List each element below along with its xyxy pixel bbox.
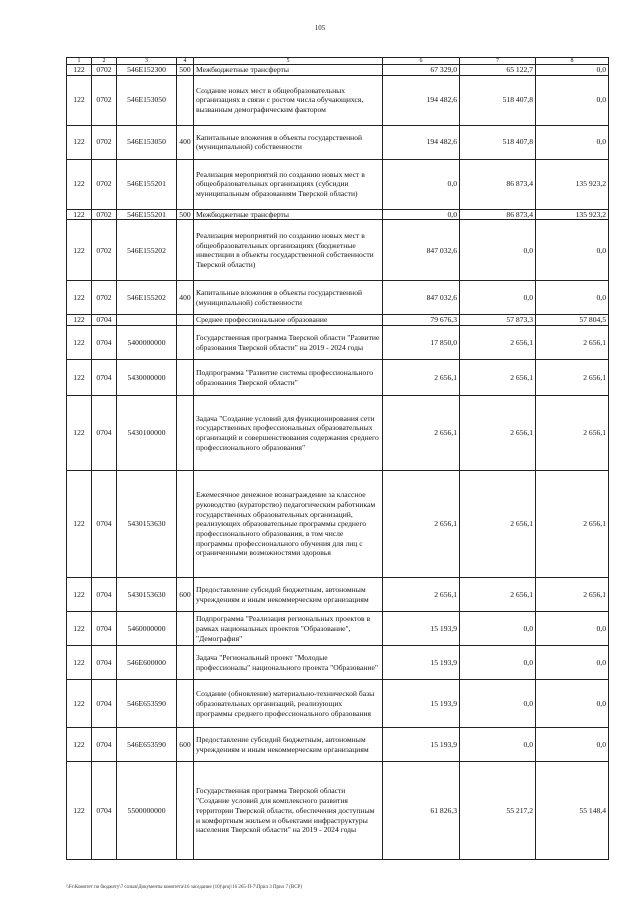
target-article-cell: 546E155202: [117, 281, 177, 315]
admin-code-cell: 122: [67, 762, 92, 860]
target-article-cell: 546E600000: [117, 646, 177, 680]
page-number: 105: [314, 24, 326, 32]
table-row: [67, 471, 609, 578]
admin-code-cell: 122: [67, 680, 92, 728]
target-article-cell: 546E155201: [117, 159, 177, 209]
admin-code-cell: 122: [67, 125, 92, 159]
section-code-cell: 0702: [92, 125, 117, 159]
amount-col7-cell: 518 407,8: [460, 75, 536, 125]
item-name-cell: Задача "Создание условий для функционирования сети государственных профессиональных образовательных организаций и совершенствования содержания среднего профессионального образования": [194, 396, 383, 471]
amount-col8-cell: 0,0: [536, 220, 609, 281]
table-row: [67, 646, 609, 680]
amount-col6-cell: 847 032,6: [383, 220, 460, 281]
admin-code-cell: 122: [67, 728, 92, 762]
expense-type-cell: 400: [177, 125, 194, 159]
target-article-cell: 5460000000: [117, 612, 177, 646]
section-code-cell: 0704: [92, 360, 117, 396]
table-row: [67, 360, 609, 396]
item-name-cell: Предоставление субсидий бюджетным, автономным учреждениям и иным некоммерческим организациям: [194, 578, 383, 612]
expense-type-cell: [177, 646, 194, 680]
amount-col7-cell: 0,0: [460, 728, 536, 762]
expense-type-cell: [177, 159, 194, 209]
amount-col7-cell: 0,0: [460, 281, 536, 315]
table-row: [67, 315, 609, 326]
amount-col6-cell: 67 329,0: [383, 65, 460, 76]
expense-type-cell: [177, 762, 194, 860]
section-code-cell: 0704: [92, 578, 117, 612]
amount-col8-cell: 0,0: [536, 728, 609, 762]
target-article-cell: 546E152300: [117, 65, 177, 76]
amount-col7-cell: 65 122,7: [460, 65, 536, 76]
target-article-cell: 546E153050: [117, 75, 177, 125]
budget-table: [66, 57, 609, 860]
amount-col6-cell: 79 676,3: [383, 315, 460, 326]
amount-col6-cell: 847 032,6: [383, 281, 460, 315]
amount-col8-cell: 57 804,5: [536, 315, 609, 326]
amount-col8-cell: 0,0: [536, 646, 609, 680]
table-row: [67, 680, 609, 728]
admin-code-cell: 122: [67, 471, 92, 578]
amount-col6-cell: 2 656,1: [383, 396, 460, 471]
target-article-cell: 5400000000: [117, 326, 177, 360]
amount-col6-cell: 0,0: [383, 159, 460, 209]
admin-code-cell: 122: [67, 646, 92, 680]
section-code-cell: 0702: [92, 281, 117, 315]
section-code-cell: 0702: [92, 209, 117, 220]
admin-code-cell: 122: [67, 360, 92, 396]
footer-file-path: \\Fs\Комитет по бюджету\7 созыв\Документы комитета\16 заседание (10)\proj\16 265-П-7\Прил 3 Прил 7 (ВСР): [66, 885, 303, 890]
amount-col8-cell: 135 923,2: [536, 209, 609, 220]
target-article-cell: 5430153630: [117, 471, 177, 578]
column-number: 8: [536, 58, 609, 65]
amount-col8-cell: 2 656,1: [536, 326, 609, 360]
amount-col7-cell: 86 873,4: [460, 209, 536, 220]
column-number: 3: [117, 58, 177, 65]
item-name-cell: Государственная программа Тверской области "Создание условий для комплексного развития территории Тверской области, обеспечения доступным и комфортным жильем и объектами инфраструктуры населения Тверской области" на 2019 - 2024 годы: [194, 762, 383, 860]
table-row: [67, 612, 609, 646]
target-article-cell: 546E155201: [117, 209, 177, 220]
expense-type-cell: [177, 471, 194, 578]
amount-col7-cell: 2 656,1: [460, 578, 536, 612]
amount-col8-cell: 0,0: [536, 65, 609, 76]
section-code-cell: 0704: [92, 762, 117, 860]
admin-code-cell: 122: [67, 220, 92, 281]
table-row: [67, 65, 609, 76]
admin-code-cell: 122: [67, 75, 92, 125]
amount-col6-cell: 194 482,6: [383, 75, 460, 125]
amount-col8-cell: 2 656,1: [536, 578, 609, 612]
expense-type-cell: [177, 680, 194, 728]
admin-code-cell: 122: [67, 578, 92, 612]
amount-col7-cell: 57 873,3: [460, 315, 536, 326]
item-name-cell: Создание новых мест в общеобразовательных организациях в связи с ростом числа обучающихся, вызванным демографическим фактором: [194, 75, 383, 125]
table-row: [67, 728, 609, 762]
expense-type-cell: [177, 315, 194, 326]
amount-col8-cell: 0,0: [536, 680, 609, 728]
table-row: [67, 159, 609, 209]
amount-col7-cell: 0,0: [460, 646, 536, 680]
section-code-cell: 0702: [92, 75, 117, 125]
item-name-cell: Межбюджетные трансферты: [194, 209, 383, 220]
target-article-cell: [117, 315, 177, 326]
target-article-cell: 546E653590: [117, 680, 177, 728]
amount-col6-cell: 15 193,9: [383, 612, 460, 646]
table-row: [67, 762, 609, 860]
item-name-cell: Реализация мероприятий по созданию новых мест в общеобразовательных организациях (бюджетные инвестиции в объекты государственной собственности Тверской области): [194, 220, 383, 281]
admin-code-cell: 122: [67, 159, 92, 209]
section-code-cell: 0704: [92, 471, 117, 578]
amount-col8-cell: 0,0: [536, 75, 609, 125]
amount-col6-cell: 17 850,0: [383, 326, 460, 360]
expense-type-cell: [177, 612, 194, 646]
item-name-cell: Создание (обновление) материально-технической базы образовательных организаций, реализующих программы среднего профессионального образования: [194, 680, 383, 728]
admin-code-cell: 122: [67, 209, 92, 220]
amount-col7-cell: 518 407,8: [460, 125, 536, 159]
section-code-cell: 0702: [92, 65, 117, 76]
item-name-cell: Среднее профессиональное образование: [194, 315, 383, 326]
section-code-cell: 0704: [92, 396, 117, 471]
section-code-cell: 0704: [92, 612, 117, 646]
table-row: [67, 125, 609, 159]
amount-col8-cell: 0,0: [536, 612, 609, 646]
column-number: 2: [92, 58, 117, 65]
amount-col8-cell: 2 656,1: [536, 471, 609, 578]
admin-code-cell: 122: [67, 281, 92, 315]
item-name-cell: Межбюджетные трансферты: [194, 65, 383, 76]
table-row: [67, 220, 609, 281]
target-article-cell: 5430000000: [117, 360, 177, 396]
amount-col6-cell: 194 482,6: [383, 125, 460, 159]
admin-code-cell: 122: [67, 396, 92, 471]
table-row: [67, 578, 609, 612]
item-name-cell: Государственная программа Тверской области "Развитие образования Тверской области" на 2019 - 2024 годы: [194, 326, 383, 360]
amount-col7-cell: 86 873,4: [460, 159, 536, 209]
amount-col6-cell: 15 193,9: [383, 728, 460, 762]
admin-code-cell: 122: [67, 315, 92, 326]
target-article-cell: 5430153630: [117, 578, 177, 612]
item-name-cell: Капитальные вложения в объекты государственной (муниципальной) собственности: [194, 281, 383, 315]
expense-type-cell: [177, 326, 194, 360]
section-code-cell: 0704: [92, 728, 117, 762]
amount-col6-cell: 2 656,1: [383, 578, 460, 612]
amount-col6-cell: 0,0: [383, 209, 460, 220]
admin-code-cell: 122: [67, 612, 92, 646]
item-name-cell: Ежемесячное денежное вознаграждение за классное руководство (кураторство) педагогическим работникам государственных образовательных организаций, реализующих образовательные программы среднего профессионального образования, в том числе программы профессионального обучения для лиц с ограниченными возможностями здоровья: [194, 471, 383, 578]
column-number: 1: [67, 58, 92, 65]
item-name-cell: Реализация мероприятий по созданию новых мест в общеобразовательных организациях (субсидии муниципальным образованиям Тверской области): [194, 159, 383, 209]
section-code-cell: 0704: [92, 326, 117, 360]
amount-col7-cell: 2 656,1: [460, 471, 536, 578]
table-row: [67, 281, 609, 315]
amount-col8-cell: 135 923,2: [536, 159, 609, 209]
admin-code-cell: 122: [67, 65, 92, 76]
amount-col7-cell: 55 217,2: [460, 762, 536, 860]
amount-col8-cell: 2 656,1: [536, 396, 609, 471]
section-code-cell: 0704: [92, 315, 117, 326]
amount-col7-cell: 2 656,1: [460, 396, 536, 471]
expense-type-cell: 500: [177, 65, 194, 76]
item-name-cell: Задача "Региональный проект "Молодые профессионалы" национального проекта "Образование": [194, 646, 383, 680]
amount-col7-cell: 0,0: [460, 220, 536, 281]
table-row: [67, 209, 609, 220]
expense-type-cell: 600: [177, 728, 194, 762]
amount-col6-cell: 15 193,9: [383, 680, 460, 728]
section-code-cell: 0704: [92, 680, 117, 728]
amount-col6-cell: 15 193,9: [383, 646, 460, 680]
expense-type-cell: [177, 75, 194, 125]
admin-code-cell: 122: [67, 326, 92, 360]
column-number: 5: [194, 58, 383, 65]
item-name-cell: Подпрограмма "Реализация региональных проектов в рамках национальных проектов "Образование", "Демография": [194, 612, 383, 646]
expense-type-cell: 400: [177, 281, 194, 315]
expense-type-cell: 600: [177, 578, 194, 612]
section-code-cell: 0702: [92, 159, 117, 209]
column-number-row: [67, 58, 609, 65]
expense-type-cell: [177, 396, 194, 471]
target-article-cell: 5430100000: [117, 396, 177, 471]
column-number: 6: [383, 58, 460, 65]
item-name-cell: Подпрограмма "Развитие системы профессионального образования Тверской области": [194, 360, 383, 396]
table-row: [67, 326, 609, 360]
item-name-cell: Предоставление субсидий бюджетным, автономным учреждениям и иным некоммерческим организациям: [194, 728, 383, 762]
section-code-cell: 0704: [92, 646, 117, 680]
column-number: 7: [460, 58, 536, 65]
amount-col7-cell: 2 656,1: [460, 360, 536, 396]
amount-col8-cell: 55 148,4: [536, 762, 609, 860]
amount-col8-cell: 0,0: [536, 281, 609, 315]
amount-col6-cell: 61 826,3: [383, 762, 460, 860]
amount-col7-cell: 0,0: [460, 612, 536, 646]
amount-col6-cell: 2 656,1: [383, 471, 460, 578]
target-article-cell: 546E653590: [117, 728, 177, 762]
item-name-cell: Капитальные вложения в объекты государственной (муниципальной) собственности: [194, 125, 383, 159]
target-article-cell: 5500000000: [117, 762, 177, 860]
table-row: [67, 75, 609, 125]
amount-col8-cell: 0,0: [536, 125, 609, 159]
target-article-cell: 546E155202: [117, 220, 177, 281]
table-row: [67, 396, 609, 471]
amount-col8-cell: 2 656,1: [536, 360, 609, 396]
expense-type-cell: 500: [177, 209, 194, 220]
column-number: 4: [177, 58, 194, 65]
expense-type-cell: [177, 220, 194, 281]
target-article-cell: 546E153050: [117, 125, 177, 159]
amount-col6-cell: 2 656,1: [383, 360, 460, 396]
section-code-cell: 0702: [92, 220, 117, 281]
expense-type-cell: [177, 360, 194, 396]
amount-col7-cell: 0,0: [460, 680, 536, 728]
amount-col7-cell: 2 656,1: [460, 326, 536, 360]
